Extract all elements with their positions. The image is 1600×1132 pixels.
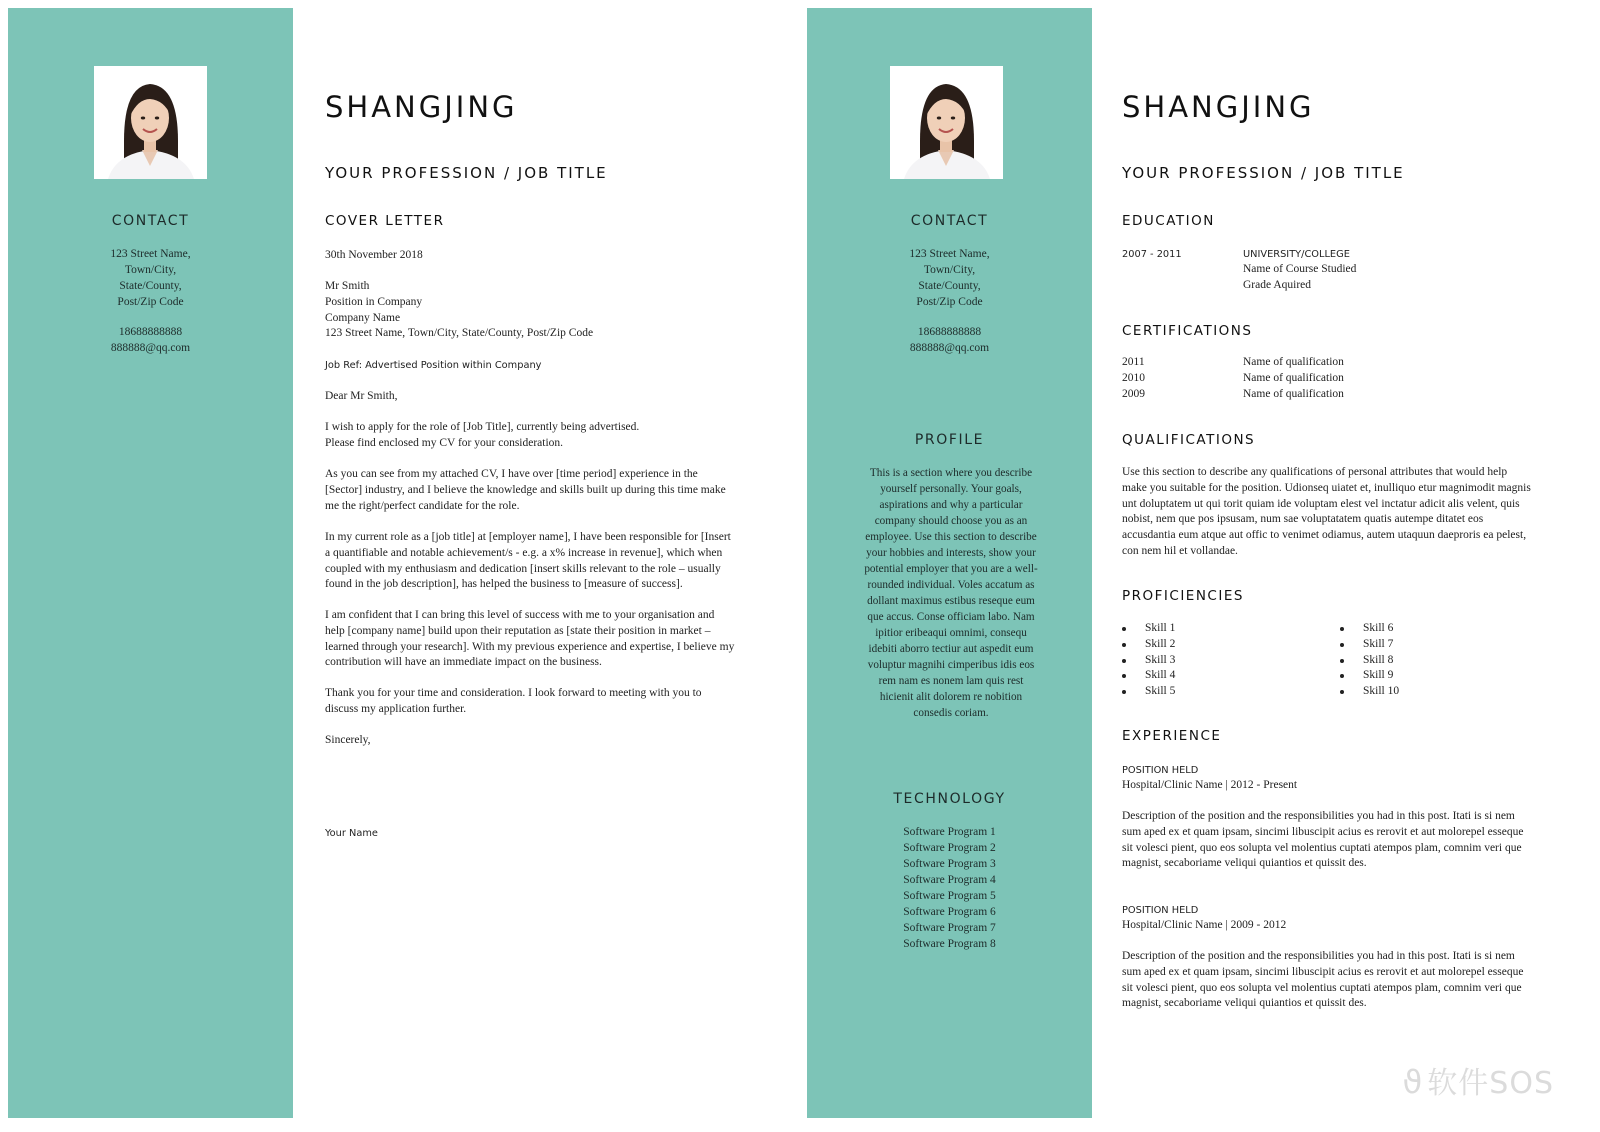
position-title: POSITION HELD	[1122, 765, 1199, 776]
contact-phone: 18688888888	[917, 326, 982, 338]
letter-closing: Sincerely,	[325, 734, 371, 746]
education-grade: Grade Aquired	[1243, 279, 1312, 291]
letter-signature: Your Name	[325, 828, 378, 839]
profession-title: YOUR PROFESSION / JOB TITLE	[325, 164, 608, 182]
resume-page: CONTACT 123 Street Name, Town/City, State/County, Post/Zip Code 18688888888 888888@qq.com PROFILE This is a section where you describe yourself personally. Your goals, aspirations and why a particular company should choose you as an employee. Use this section to describe your hobbies and interests, show your potential employer that you are a well- rounded individual. Voles accatum as dollant maximus estibus reseque eum que accus. Conse officiam labo. Nam ipitior eribeaqui omnimi, consequ idebiti aborro tectiur aut aspedit eum voluptur magnihi cimperibus idis eos rem nam es nonem lam quis rest hicienit alit dolorem re nobition consedis coriam. TECHNOLOGY Software Program 1 Software Program 2 Software Program 3 Software Program 4 Software Program 5 Software Program 6 Software Program 7 Software Program 8 SHANGJING YOUR PROFESSION / JOB TITLE EDUCATION 2007 - 2011 UNIVERSITY/COLLEGE Name of Course Studied Grade Aquired CERTIFICATIONS 2011 Name of qualification 2010 Name of qualification 2009 Name of qualification QUALIFICATIONS Use this section to describe any qualifications of personal attributes that would help make you suitable for the position. Udionseq uiatet et, inulliquo etur magnimodit magnis unt doluptatem ut qui torit quiam ide voluptam elest vel inctatur adicit alis velent, quis nobist, nem que pos ipsusam, num sae voluptatatem quatis autempe ditatet eos accusdantia eum atque aut offic to venimet odiamus, autem utaquun daeproris ea pelest, con nem hil et vollandae. PROFICIENCIES Skill 1 Skill 2 Skill 3 Skill 4 Skill 5 Skill 6 Skill 7 Skill 8 Skill 9 Skill 10 EXPERIENCE POSITION HELD Hospital/Clinic Name | 2012 - Present Description of the position and the responsibilities you had in this post. Itati is si nem sum aped ex et quam ipsam, sincimi libuscipit acius es rerovit et aut molorepel esseque sit volesci pient, quo eos solupta vel molentius cuptati atempos plam, comnim veri que magnist, secaboriame veliqui quiantios et quissit des. POSITION HELD Hospital/Clinic Name | 2009 - 2012 Description of the position and the responsibilities you had in this post. Itati is si nem sum aped ex et quam ipsam, sincimi libuscipit acius es rerovit et aut molorepel esseque sit volesci pient, quo eos solupta vel molentius cuptati atempos plam, comnim veri que magnist, secaboriame veliqui quiantios et quissit des.	[807, 8, 1591, 1118]
letter-recipient: Mr Smith Position in Company Company Name 123 Street Name, Town/City, State/County, Post/Zip Code	[325, 280, 594, 340]
contact-phone-email	[8, 324, 293, 356]
contact-email: 888888@qq.com	[110, 342, 191, 354]
cover-letter-heading: COVER LETTER	[325, 213, 445, 229]
proficiencies-heading: PROFICIENCIES	[1122, 588, 1244, 604]
technology-item: Software Program 4	[903, 874, 996, 886]
letter-paragraph-4: I am confident that I can bring this level of success with me to your organisation and help [company name] build upon their reputation as [state their position in market – learned through your research]. With my previous experience and expertise, I believe my contribution will have an immediate impact on the business.	[325, 609, 735, 669]
candidate-name: SHANGJING	[325, 90, 518, 124]
technology-list	[807, 824, 1092, 952]
cover-sidebar	[8, 8, 293, 1118]
job-description: Description of the position and the responsibilities you had in this post. Itati is si nem sum aped ex et quam ipsam, sincimi libuscipit acius es rerovit et aut molorepel esseque sit volesci pient, quo eos solupta vel molentius cuptati atempos plam, comnim veri que magnist, secaboriame veliqui quiantios et quissit des.	[1122, 950, 1524, 1010]
education-heading: EDUCATION	[1122, 213, 1215, 229]
skills-list	[1122, 621, 1562, 701]
skill-item: Skill 1	[1122, 621, 1175, 637]
qualifications-text: Use this section to describe any qualifications of personal attributes that would help make you suitable for the position. Udionseq uiatet et, inulliquo etur magnimodit magnis unt doluptatem ut qui torit quiam ide voluptam elest vel inctatur adicit alis velent, quis nobist, nem que pos ipsusam, num sae voluptatatem quatis autempe ditatet eos accusdantia eum atque aut offic to venimet odiamus, autem utaquun daeproris ea pelest, con nem hil et vollandae.	[1122, 466, 1531, 557]
employer-line: Hospital/Clinic Name | 2009 - 2012	[1122, 919, 1287, 931]
job-reference: Job Ref: Advertised Position within Company	[325, 360, 542, 371]
skill-item: Skill 2	[1122, 637, 1175, 653]
candidate-name: SHANGJING	[1122, 90, 1315, 124]
contact-email: 888888@qq.com	[909, 342, 990, 354]
profession-title: YOUR PROFESSION / JOB TITLE	[1122, 164, 1405, 182]
letter-paragraph-5: Thank you for your time and consideration. I look forward to meeting with you to discuss my application further.	[325, 687, 702, 715]
education-school: UNIVERSITY/COLLEGE	[1243, 249, 1350, 260]
contact-address: 123 Street Name, Town/City, State/County, Post/Zip Code	[110, 248, 191, 308]
profile-heading: PROFILE	[914, 432, 985, 448]
technology-heading: TECHNOLOGY	[893, 791, 1006, 807]
position-title: POSITION HELD	[1122, 905, 1199, 916]
education-course: Name of Course Studied	[1243, 263, 1357, 275]
technology-item: Software Program 5	[903, 890, 996, 902]
job-description: Description of the position and the responsibilities you had in this post. Itati is si nem sum aped ex et quam ipsam, sincimi libuscipit acius es rerovit et aut molorepel esseque sit volesci pient, quo eos solupta vel molentius cuptati atempos plam, comnim veri que magnist, secaboriame veliqui quiantios et quissit des.	[1122, 810, 1524, 870]
technology-item: Software Program 3	[903, 858, 996, 870]
skill-item: Skill 9	[1340, 668, 1399, 684]
contact-heading: CONTACT	[910, 213, 989, 229]
contact-address: 123 Street Name, Town/City, State/County, Post/Zip Code	[909, 248, 990, 308]
contact-heading: CONTACT	[111, 213, 190, 229]
skill-item: Skill 7	[1340, 637, 1399, 653]
watermark-logo-icon: ϑ	[1402, 1063, 1424, 1101]
watermark-text: 软件SOS	[1427, 1066, 1554, 1101]
letter-paragraph-2: As you can see from my attached CV, I have over [time period] experience in the [Sector] industry, and I believe the knowledge and skills built up during this time make me the right/perfect candidate for the role.	[325, 468, 726, 512]
letter-salutation: Dear Mr Smith,	[325, 390, 398, 402]
resume-sidebar	[807, 8, 1092, 1118]
letter-date: 30th November 2018	[325, 249, 423, 261]
technology-item: Software Program 7	[903, 922, 996, 934]
skill-item: Skill 3	[1122, 653, 1175, 669]
technology-item: Software Program 1	[903, 826, 996, 838]
technology-item: Software Program 8	[903, 938, 996, 950]
skill-item: Skill 4	[1122, 668, 1175, 684]
letter-paragraph-3: In my current role as a [job title] at [employer name], I have been responsible for [Insert a quantifiable and notable achievement/s - e.g. a x% increase in revenue], which when coupled with my enthusiasm and dedication [insert skills relevant to the role – usually found in the job description], has helped the business to [measure of success].	[325, 531, 731, 591]
skill-item: Skill 10	[1340, 684, 1399, 700]
contact-phone-email	[807, 324, 1092, 356]
skill-item: Skill 5	[1122, 684, 1175, 700]
letter-paragraph-1: I wish to apply for the role of [Job Title], currently being advertised. Please find enclosed my CV for your consideration.	[325, 421, 640, 449]
cover-letter-page	[8, 8, 768, 1118]
contact-phone: 18688888888	[118, 326, 183, 338]
profile-photo	[94, 66, 207, 179]
skill-item: Skill 6	[1340, 621, 1399, 637]
education-years: 2007 - 2011	[1122, 249, 1182, 260]
employer-line: Hospital/Clinic Name | 2012 - Present	[1122, 779, 1298, 791]
profile-text: This is a section where you describe yourself personally. Your goals, aspirations and why a particular company should choose you as an employee. Use this section to describe your hobbies and interests, show your potential employer that you are a well- rounded individual. Voles accatum as dollant maximus estibus reseque eum que accus. Conse officiam labo. Nam ipitior eribeaqui omnimi, consequ idebiti aborro tectiur aut aspedit eum voluptur magnihi cimperibus idis eos rem nam es nonem lam quis rest hicienit alit dolorem re nobition consedis coriam.	[864, 467, 1038, 719]
watermark	[1402, 1058, 1554, 1102]
certifications-heading: CERTIFICATIONS	[1122, 323, 1253, 339]
experience-heading: EXPERIENCE	[1122, 728, 1222, 744]
skill-item: Skill 8	[1340, 653, 1399, 669]
technology-item: Software Program 6	[903, 906, 996, 918]
technology-item: Software Program 2	[903, 842, 996, 854]
qualifications-heading: QUALIFICATIONS	[1122, 432, 1256, 448]
profile-photo	[890, 66, 1003, 179]
